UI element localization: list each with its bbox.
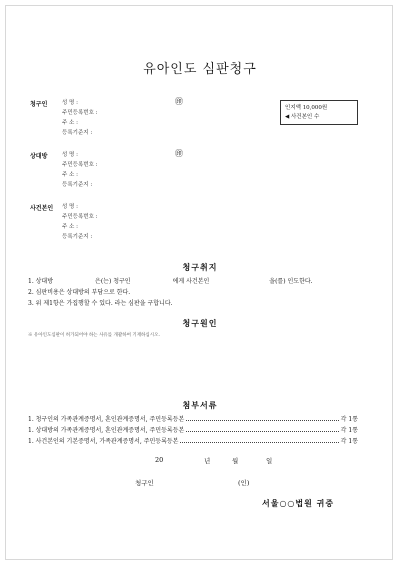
- date-year-label: 년: [204, 457, 211, 465]
- party-label-claimant: 청구인: [30, 101, 48, 108]
- attachment-item: [28, 436, 358, 445]
- subject-id-field: 주민등록번호 :: [62, 214, 98, 220]
- party-label-respondent: 상대방: [30, 153, 48, 160]
- attachment-item-count: 각 1통: [340, 427, 358, 434]
- attachment-item: [28, 425, 358, 434]
- claimant-address-field: 주 소 :: [62, 120, 78, 126]
- respondent-name-field: 성 명 :: [62, 152, 78, 158]
- claimant-id-field: 주민등록번호 :: [62, 110, 98, 116]
- purpose-line-1-b: 은(는) 청구인: [95, 278, 131, 285]
- attachment-item: [28, 414, 358, 423]
- subject-name-field: 성 명 :: [62, 204, 78, 210]
- subject-address-field: 주 소 :: [62, 224, 78, 230]
- purpose-line-3: 3. 위 제1항은 가집행할 수 있다. 라는 심판을 구합니다.: [28, 300, 173, 307]
- signer-label: 청구인: [135, 479, 154, 487]
- subject-registry-field: 등록기준지 :: [62, 234, 93, 240]
- date-day-label: 일: [266, 457, 273, 465]
- stamp-fee-note: ◀ 사건본인 수: [285, 114, 320, 120]
- claimant-name-field: 성 명 :: [62, 100, 78, 106]
- respondent-address-field: 주 소 :: [62, 172, 78, 178]
- document-title: 유아인도 심판청구: [143, 62, 257, 77]
- purpose-heading: 청구취지: [182, 262, 218, 272]
- cause-instruction-note: ※ 유아인도심판이 허가되어야 하는 사유를 개괄하여 기재하십시오.: [28, 333, 160, 338]
- respondent-registry-field: 등록기준지 :: [62, 182, 93, 188]
- claimant-seal-icon: ㊞: [175, 97, 183, 106]
- attachment-leader-dots: [180, 442, 338, 443]
- attachment-item-count: 각 1통: [340, 416, 358, 423]
- attachment-item-count: 각 1통: [340, 438, 358, 445]
- purpose-line-1: [28, 276, 313, 285]
- party-label-subject: 사건본인: [30, 205, 54, 212]
- purpose-line-1-d: 을(를) 인도한다.: [269, 278, 313, 285]
- purpose-line-1-c: 에게 사건본인: [172, 278, 210, 285]
- attachment-leader-dots: [186, 420, 338, 421]
- respondent-seal-icon: ㊞: [175, 149, 183, 158]
- attachment-item-text: 1. 상대방의 가족관계증명서, 혼인관계증명서, 주민등록등본: [28, 427, 185, 434]
- attachment-leader-dots: [186, 431, 338, 432]
- signer-seal: (인): [238, 479, 250, 487]
- cause-heading: 청구원인: [182, 318, 218, 328]
- claimant-registry-field: 등록기준지 :: [62, 130, 93, 136]
- purpose-line-1-a: 1. 상대방: [28, 278, 54, 285]
- purpose-line-2: 2. 심판비용은 상대방의 부담으로 한다.: [28, 289, 131, 296]
- date-year: 20: [155, 456, 164, 464]
- attachment-item-text: 1. 사건본인의 기본증명서, 가족관계증명서, 주민등록등본: [28, 438, 179, 445]
- attachments-heading: 첨부서류: [182, 400, 218, 410]
- attachment-item-text: 1. 청구인의 가족관계증명서, 혼인관계증명서, 주민등록등본: [28, 416, 185, 423]
- respondent-id-field: 주민등록번호 :: [62, 162, 98, 168]
- stamp-fee-box: [280, 100, 358, 125]
- date-month-label: 월: [232, 457, 239, 465]
- stamp-fee-amount: 인지액 10,000원: [285, 105, 328, 111]
- court-addressee: 서울○○법원 귀중: [262, 498, 335, 508]
